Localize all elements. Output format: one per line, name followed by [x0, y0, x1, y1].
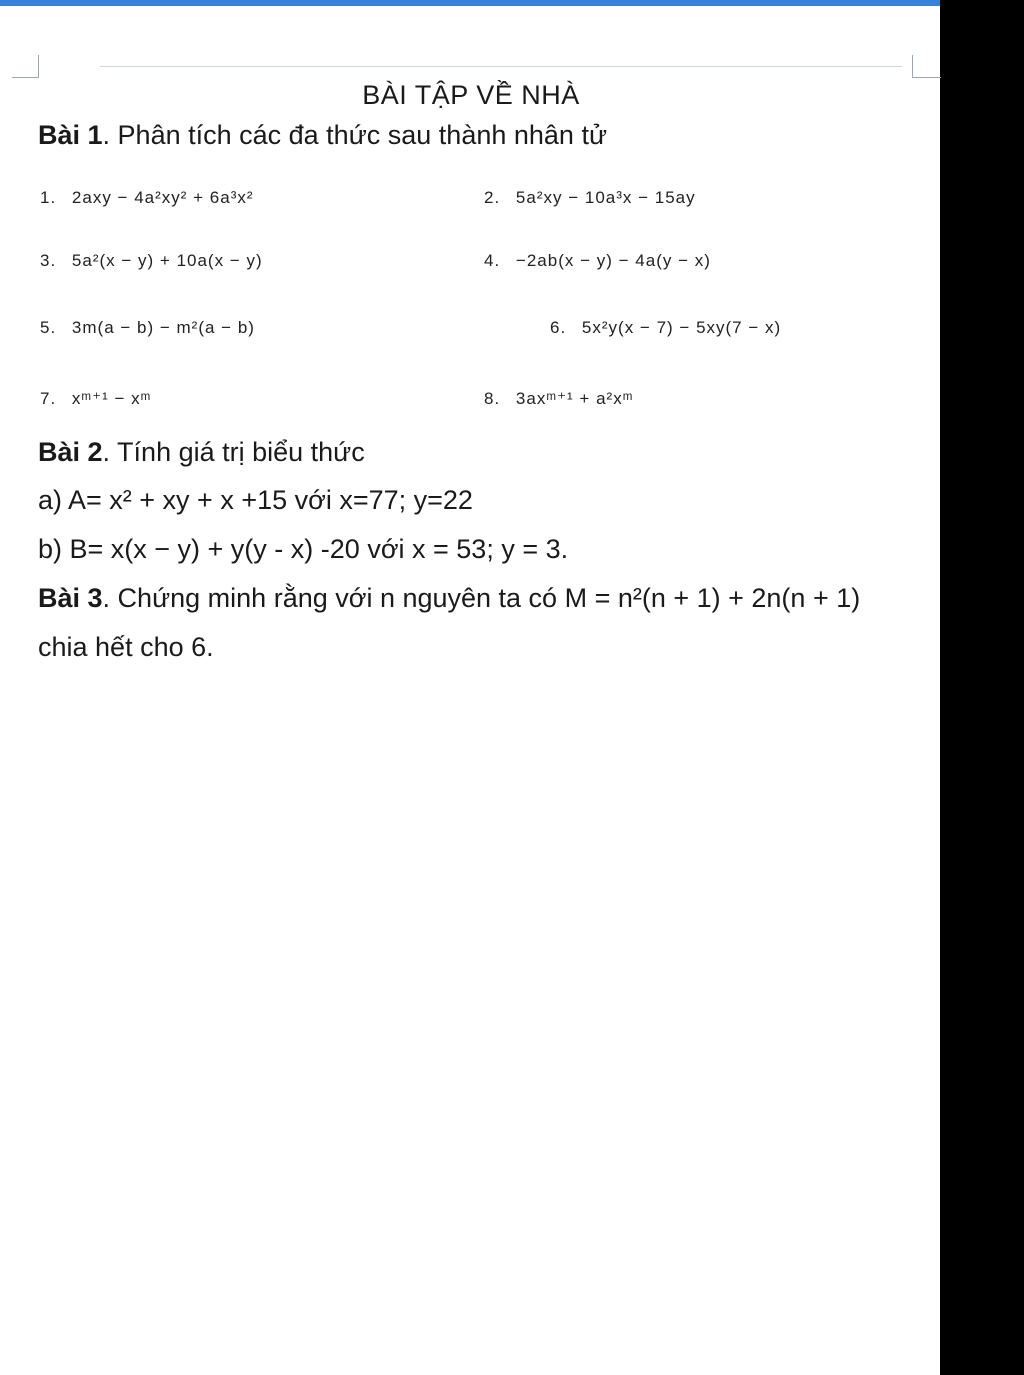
bai3-line2: chia hết cho 6. [38, 632, 214, 662]
exercise-number: 6. [550, 318, 567, 337]
exercise-number: 5. [40, 318, 57, 337]
exercise-expression: 5x²y(x − 7) − 5xy(7 − x) [581, 318, 782, 337]
header-rule [100, 66, 902, 67]
bai2-heading [38, 437, 365, 468]
exercise-3 [40, 251, 263, 271]
margin-corner-mark-right [912, 55, 941, 78]
exercise-number: 7. [40, 389, 57, 408]
exercise-7 [40, 389, 151, 409]
exercise-expression: 3axᵐ⁺¹ + a²xᵐ [515, 389, 634, 408]
exercise-2 [484, 188, 696, 208]
bai3-label: Bài 3 [38, 583, 103, 613]
exercise-expression: −2ab(x − y) − 4a(y − x) [515, 251, 711, 270]
exercise-8 [484, 389, 633, 409]
exercise-expression: 5a²(x − y) + 10a(x − y) [71, 251, 263, 270]
exercise-1 [40, 188, 254, 208]
bai3-text: . Chứng minh rằng với n nguyên ta có M = n²(n + 1) + 2n(n + 1) [102, 583, 861, 613]
bai2-part-b: b) B= x(x − y) + y(y - x) -20 với x = 53; y = 3. [38, 534, 569, 564]
bai1-heading [38, 120, 607, 151]
bai1-text: . Phân tích các đa thức sau thành nhân tử [102, 120, 608, 150]
bai2-label: Bài 2 [38, 437, 103, 467]
exercise-number: 8. [484, 389, 501, 408]
exercise-number: 2. [484, 188, 501, 207]
bai2-text: . Tính giá trị biểu thức [102, 437, 365, 467]
top-accent-bar [0, 0, 942, 6]
exercise-number: 3. [40, 251, 57, 270]
right-dark-panel [940, 0, 1024, 1375]
page-title: BÀI TẬP VỀ NHÀ [362, 80, 580, 110]
exercise-4 [484, 251, 711, 271]
bai1-label: Bài 1 [38, 120, 103, 150]
exercise-expression: xᵐ⁺¹ − xᵐ [71, 389, 152, 408]
exercise-expression: 5a²xy − 10a³x − 15ay [515, 188, 696, 207]
margin-corner-mark-left [12, 55, 39, 78]
exercise-expression: 2axy − 4a²xy² + 6a³x² [71, 188, 254, 207]
exercise-number: 1. [40, 188, 57, 207]
exercise-5 [40, 318, 255, 338]
exercise-6 [550, 318, 781, 338]
bai2-part-a: a) A= x² + xy + x +15 với x=77; y=22 [38, 485, 473, 515]
exercise-expression: 3m(a − b) − m²(a − b) [71, 318, 255, 337]
bai3-heading [38, 583, 860, 614]
exercise-number: 4. [484, 251, 501, 270]
